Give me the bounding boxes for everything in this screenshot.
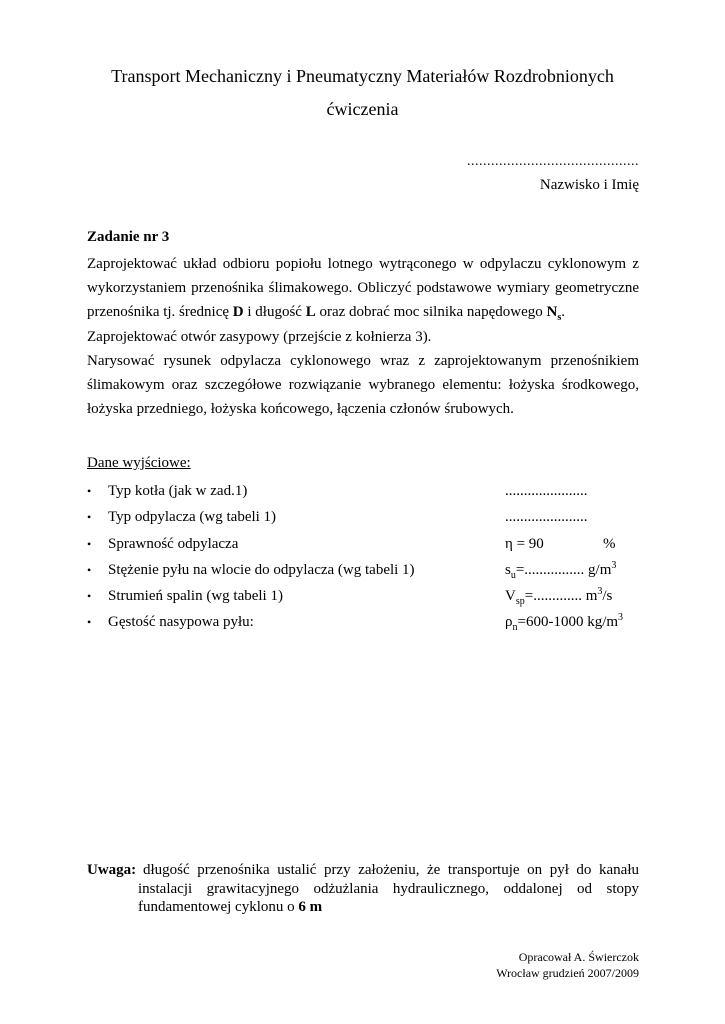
- task-paragraph-3: Narysować rysunek odpylacza cyklonowego wraz z zaprojektowanym przenośnikiem ślimakowym oraz szczegółowe rozwiązanie wybranego elementu: łożyska środkowego, łożyska przedniego, łożyska końcowego, łączenia członów śrubowych.: [87, 352, 639, 418]
- unit-superscript: 3: [618, 612, 624, 624]
- task-paragraph-2: Zaprojektować otwór zasypowy (przejście z kołnierza 3).: [87, 328, 432, 345]
- symbol: V: [505, 588, 516, 605]
- task-paragraph-1: [87, 252, 639, 325]
- item-label: Sprawność odpylacza: [108, 535, 239, 552]
- note-text: [138, 861, 639, 917]
- item-label: Gęstość nasypowa pyłu:: [108, 614, 254, 631]
- document-title: Transport Mechaniczny i Pneumatyczny Materiałów Rozdrobnionych: [111, 66, 614, 86]
- symbol-subscript: u: [510, 569, 516, 581]
- signature-label: Nazwisko i Imię: [539, 177, 639, 193]
- document-subtitle: ćwiczenia: [326, 99, 399, 119]
- item-value: [505, 585, 612, 607]
- bullet-icon: •: [87, 615, 92, 630]
- footer-place-date: Wrocław grudzień 2007/2009: [496, 966, 639, 980]
- footer: [496, 949, 639, 981]
- item-value: [505, 611, 623, 633]
- efficiency-unit: %: [603, 535, 616, 552]
- task-heading: Zadanie nr 3: [87, 229, 170, 245]
- item-value: [505, 559, 616, 581]
- item-label: Strumień spalin (wg tabeli 1): [108, 588, 283, 605]
- input-data-label: Dane wyjściowe:: [87, 455, 191, 471]
- symbol-subscript: n: [512, 622, 518, 634]
- efficiency-value: η = 90: [505, 535, 544, 552]
- item-value: [505, 533, 616, 555]
- unit-tail: /s: [602, 588, 613, 605]
- value-text: =600-1000 kg/m: [517, 614, 619, 631]
- unit-superscript: 3: [597, 586, 603, 598]
- list-item: [87, 480, 647, 506]
- symbol: s: [505, 561, 511, 578]
- item-value: ......................: [505, 509, 588, 526]
- bullet-icon: •: [87, 536, 92, 551]
- footer-author: Opracował A. Świerczok: [518, 950, 639, 964]
- item-label: Typ kotła (jak w zad.1): [108, 483, 248, 499]
- note-body: długość przenośnika ustalić przy założeniu, że transportuje on pył do kanału instalacji grawitacyjnego odżużlania hydraulicznego, oddalonej od stopy fundamentowej cyklonu o: [138, 862, 639, 915]
- task-text: i długość: [243, 304, 306, 321]
- note-block: [87, 861, 639, 917]
- bullet-icon: •: [87, 510, 92, 525]
- input-data-list: [87, 480, 647, 638]
- bullet-icon: •: [87, 589, 92, 604]
- symbol-power: [546, 304, 562, 324]
- value-text: =................ g/m: [515, 561, 612, 578]
- bullet-icon: •: [87, 562, 92, 577]
- symbol-power-subscript: s: [557, 312, 562, 324]
- item-label: Typ odpylacza (wg tabeli 1): [108, 509, 277, 526]
- list-item: [87, 559, 647, 585]
- symbol-power-letter: N: [546, 304, 558, 321]
- list-item: [87, 611, 647, 637]
- item-label: Stężenie pyłu na wlocie do odpylacza (wg tabeli 1): [108, 561, 415, 578]
- task-description: [87, 252, 639, 421]
- item-value: ......................: [505, 483, 588, 499]
- task-text: oraz dobrać moc silnika napędowego: [315, 304, 547, 321]
- task-text: Zaprojektować układ odbioru popiołu lotnego wytrąconego w odpylaczu cyklonowym z wykorzystaniem przenośnika ślimakowego. Obliczyć podstawowe wymiary geometryczne przenośnika tj. średnicę: [87, 256, 639, 321]
- symbol-length: L: [305, 304, 316, 321]
- symbol: ρ: [505, 614, 513, 631]
- note-heading: Uwaga:: [87, 862, 137, 878]
- list-item: [87, 585, 647, 611]
- bullet-icon: •: [87, 484, 92, 498]
- note-distance: 6 m: [298, 899, 323, 915]
- unit-superscript: 3: [611, 559, 617, 571]
- symbol-diameter: D: [232, 304, 244, 321]
- task-text: .: [561, 304, 565, 321]
- symbol-subscript: sp: [515, 596, 525, 608]
- list-item: [87, 506, 647, 532]
- list-item: [87, 533, 647, 559]
- value-text: =............. m: [524, 588, 598, 605]
- signature-line: ...........................................: [467, 154, 639, 169]
